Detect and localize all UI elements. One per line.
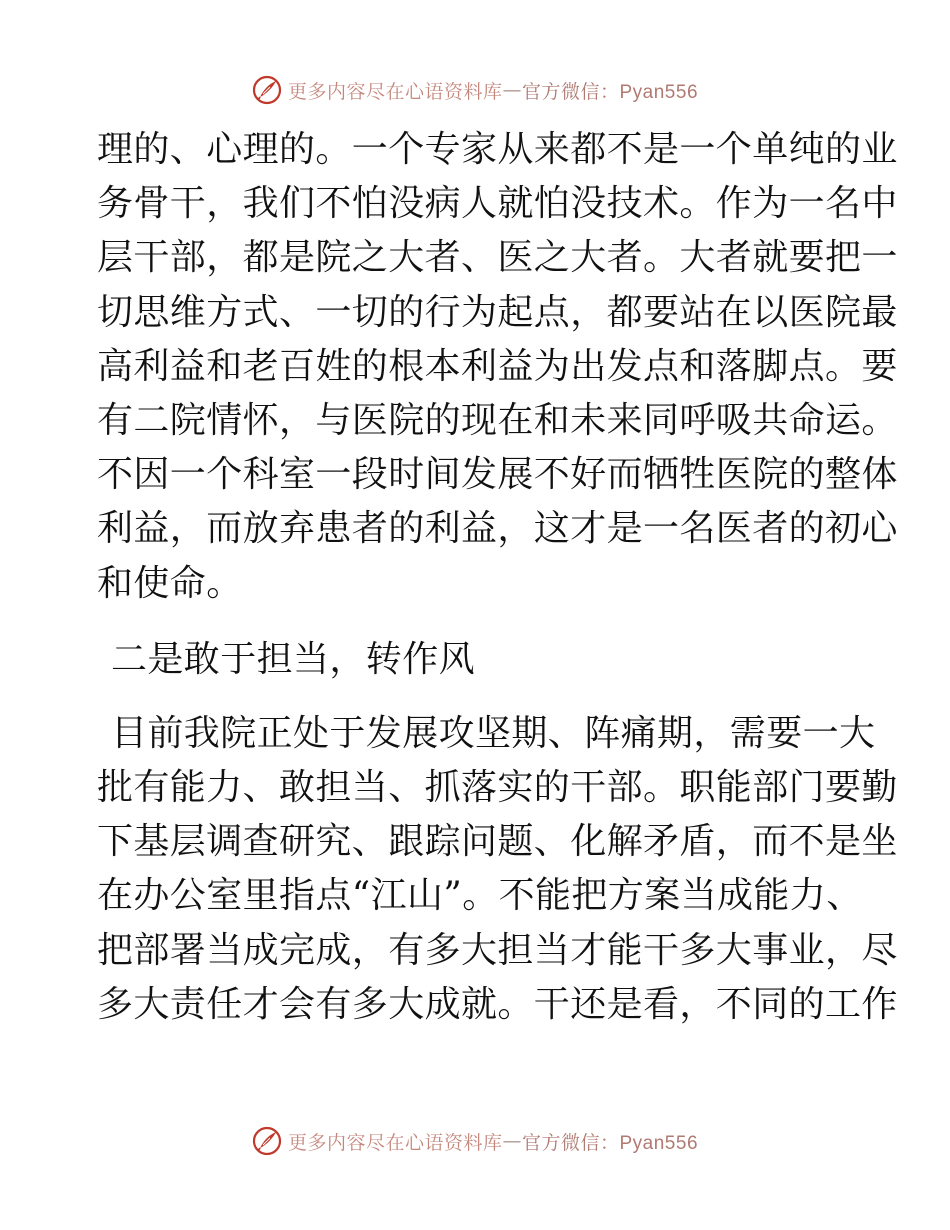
header-watermark — [0, 70, 950, 110]
feather-pen-logo-icon — [252, 1126, 282, 1156]
text-line: 高利益和老百姓的根本利益为出发点和落脚点。要 — [97, 345, 898, 387]
text-line: 有二院情怀，与医院的现在和未来同呼吸共命运。 — [97, 399, 898, 441]
document-body — [97, 123, 898, 1032]
footer-watermark — [0, 1121, 950, 1161]
watermark-contact-text: 官方微信：Pyan556 — [522, 1132, 699, 1154]
text-line: 多大责任才会有多大成就。干还是看，不同的工作 — [97, 983, 898, 1025]
feather-pen-logo-icon — [252, 75, 282, 105]
watermark-contact-text: 官方微信：Pyan556 — [522, 81, 699, 103]
watermark-separator: — — [502, 1130, 522, 1152]
text-line: 利益，而放弃患者的利益，这才是一名医者的初心 — [97, 508, 898, 550]
text-line: 和使命。 — [97, 562, 243, 604]
text-line: 务骨干，我们不怕没病人就怕没技术。作为一名中 — [97, 183, 898, 225]
text-line: 切思维方式、一切的行为起点，都要站在以医院最 — [97, 291, 898, 333]
watermark-main-text: 更多内容尽在心语资料库 — [287, 80, 503, 103]
watermark-main-text: 更多内容尽在心语资料库 — [287, 1131, 503, 1154]
section-heading: 二是敢于担当，转作风 — [111, 638, 476, 680]
text-line: 在办公室里指点“江山”。不能把方案当成能力、 — [97, 875, 863, 917]
text-line: 批有能力、敢担当、抓落实的干部。职能部门要勤 — [97, 767, 898, 809]
watermark-separator: — — [502, 79, 522, 101]
paragraph-2 — [97, 707, 898, 1032]
text-line: 不因一个科室一段时间发展不好而牺牲医院的整体 — [97, 454, 898, 496]
text-line: 把部署当成完成，有多大担当才能干多大事业，尽 — [97, 929, 898, 971]
text-line: 理的、心理的。一个专家从来都不是一个单纯的业 — [97, 129, 898, 170]
text-line: 层干部，都是院之大者、医之大者。大者就要把一 — [97, 237, 898, 279]
paragraph-1 — [97, 123, 898, 611]
text-line: 目前我院正处于发展攻坚期、阵痛期，需要一大 — [111, 712, 876, 754]
text-line: 下基层调查研究、跟踪问题、化解矛盾，而不是坐 — [97, 821, 898, 863]
